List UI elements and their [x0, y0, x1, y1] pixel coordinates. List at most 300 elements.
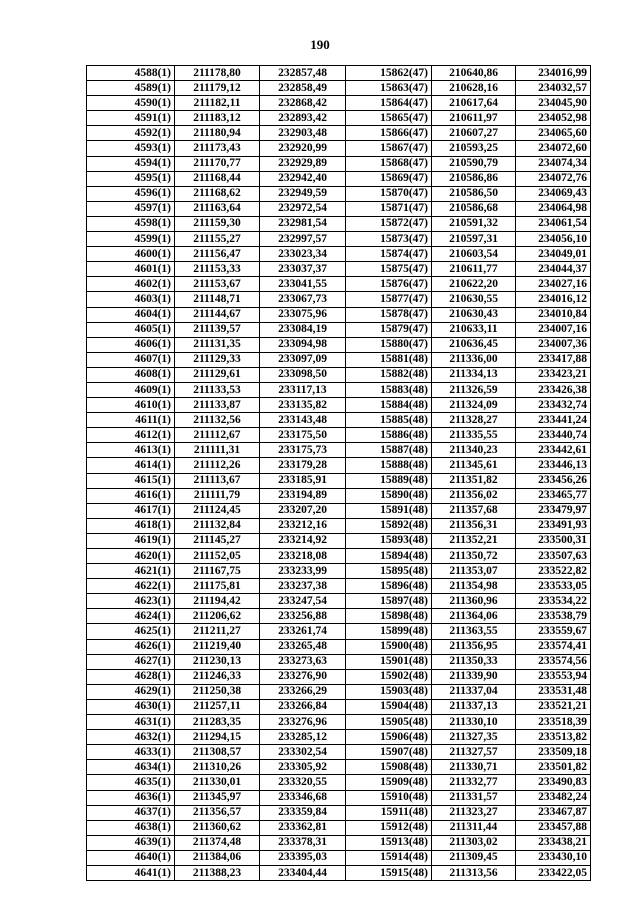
- table-row: [87, 232, 591, 247]
- table-cell: 233531,48: [516, 684, 591, 699]
- table-cell: 211131,35: [175, 337, 260, 352]
- table-cell: 233097,09: [260, 352, 346, 367]
- table-cell: 211345,97: [175, 790, 260, 805]
- table-row: [87, 337, 591, 352]
- table-cell: 233207,20: [260, 503, 346, 518]
- table-cell: 210603,54: [432, 247, 516, 262]
- table-cell: 232920,99: [260, 141, 346, 156]
- table-cell: 4634(1): [87, 760, 175, 775]
- table-cell: 211353,07: [432, 564, 516, 579]
- table-row: [87, 292, 591, 307]
- table-cell: 15878(47): [346, 307, 432, 322]
- table-row: [87, 458, 591, 473]
- table-cell: 4604(1): [87, 307, 175, 322]
- table-cell: 211340,23: [432, 443, 516, 458]
- coordinates-table: [86, 65, 591, 881]
- table-row: [87, 820, 591, 835]
- table-cell: 234056,10: [516, 232, 591, 247]
- table-cell: 15903(48): [346, 684, 432, 699]
- table-cell: 234044,37: [516, 262, 591, 277]
- table-cell: 15913(48): [346, 835, 432, 850]
- table-row: [87, 186, 591, 201]
- table-cell: 15902(48): [346, 669, 432, 684]
- table-cell: 211326,59: [432, 382, 516, 397]
- table-cell: 233084,19: [260, 322, 346, 337]
- table-cell: 211167,75: [175, 564, 260, 579]
- table-cell: 4594(1): [87, 156, 175, 171]
- table-cell: 4599(1): [87, 232, 175, 247]
- table-cell: 234065,60: [516, 126, 591, 141]
- table-cell: 211180,94: [175, 126, 260, 141]
- table-cell: 210597,31: [432, 232, 516, 247]
- table-cell: 15900(48): [346, 639, 432, 654]
- table-row: [87, 790, 591, 805]
- table-row: [87, 428, 591, 443]
- table-cell: 233574,56: [516, 654, 591, 669]
- table-cell: 15894(48): [346, 549, 432, 564]
- table-cell: 15897(48): [346, 594, 432, 609]
- table-row: [87, 775, 591, 790]
- table-cell: 15892(48): [346, 518, 432, 533]
- table-cell: 15876(47): [346, 277, 432, 292]
- table-row: [87, 96, 591, 111]
- table-row: [87, 141, 591, 156]
- table-cell: 15901(48): [346, 654, 432, 669]
- table-cell: 15886(48): [346, 428, 432, 443]
- table-cell: 233276,90: [260, 669, 346, 684]
- table-cell: 210586,86: [432, 171, 516, 186]
- table-row: [87, 247, 591, 262]
- table-row: [87, 307, 591, 322]
- table-row: [87, 398, 591, 413]
- table-cell: 210622,20: [432, 277, 516, 292]
- table-cell: 233438,21: [516, 835, 591, 850]
- table-cell: 232997,57: [260, 232, 346, 247]
- table-cell: 233067,73: [260, 292, 346, 307]
- table-row: [87, 805, 591, 820]
- table-cell: 211328,27: [432, 413, 516, 428]
- table-cell: 233359,84: [260, 805, 346, 820]
- table-cell: 210586,50: [432, 186, 516, 201]
- table-cell: 4639(1): [87, 835, 175, 850]
- table-cell: 211156,47: [175, 247, 260, 262]
- table-cell: 15883(48): [346, 382, 432, 397]
- table-cell: 233430,10: [516, 850, 591, 865]
- table-cell: 234052,98: [516, 111, 591, 126]
- table-cell: 4606(1): [87, 337, 175, 352]
- table-cell: 4593(1): [87, 141, 175, 156]
- table-cell: 233117,13: [260, 382, 346, 397]
- table-cell: 233553,94: [516, 669, 591, 684]
- table-row: [87, 367, 591, 382]
- table-cell: 211351,82: [432, 473, 516, 488]
- table-row: [87, 473, 591, 488]
- table-cell: 15877(47): [346, 292, 432, 307]
- table-cell: 15891(48): [346, 503, 432, 518]
- table-cell: 210640,86: [432, 66, 516, 81]
- table-cell: 233320,55: [260, 775, 346, 790]
- table-cell: 4618(1): [87, 518, 175, 533]
- table-row: [87, 715, 591, 730]
- table-cell: 4605(1): [87, 322, 175, 337]
- table-cell: 15888(48): [346, 458, 432, 473]
- table-cell: 211327,57: [432, 745, 516, 760]
- table-cell: 233456,26: [516, 473, 591, 488]
- table-cell: 233261,74: [260, 624, 346, 639]
- table-cell: 211124,45: [175, 503, 260, 518]
- table-cell: 210628,16: [432, 81, 516, 96]
- table-cell: 211323,27: [432, 805, 516, 820]
- table-cell: 233266,29: [260, 684, 346, 699]
- table-row: [87, 277, 591, 292]
- table-cell: 211168,44: [175, 171, 260, 186]
- table-cell: 233265,48: [260, 639, 346, 654]
- table-cell: 211183,12: [175, 111, 260, 126]
- table-cell: 4608(1): [87, 367, 175, 382]
- table-cell: 211339,90: [432, 669, 516, 684]
- table-cell: 211352,21: [432, 533, 516, 548]
- table-cell: 233442,61: [516, 443, 591, 458]
- table-cell: 233501,82: [516, 760, 591, 775]
- table-cell: 210636,45: [432, 337, 516, 352]
- table-cell: 4597(1): [87, 201, 175, 216]
- table-cell: 4603(1): [87, 292, 175, 307]
- table-cell: 15862(47): [346, 66, 432, 81]
- table-cell: 211360,96: [432, 594, 516, 609]
- table-cell: 4635(1): [87, 775, 175, 790]
- table-cell: 233574,41: [516, 639, 591, 654]
- table-cell: 233457,88: [516, 820, 591, 835]
- table-row: [87, 322, 591, 337]
- table-cell: 211356,02: [432, 488, 516, 503]
- table-cell: 234061,54: [516, 216, 591, 231]
- table-cell: 233135,82: [260, 398, 346, 413]
- table-cell: 15881(48): [346, 352, 432, 367]
- table-cell: 233143,48: [260, 413, 346, 428]
- table-cell: 211144,67: [175, 307, 260, 322]
- table-cell: 4601(1): [87, 262, 175, 277]
- table-row: [87, 352, 591, 367]
- table-cell: 210630,55: [432, 292, 516, 307]
- table-cell: 233378,31: [260, 835, 346, 850]
- table-cell: 211294,15: [175, 730, 260, 745]
- table-cell: 211331,57: [432, 790, 516, 805]
- coordinates-table-body: [87, 66, 591, 881]
- table-cell: 233507,63: [516, 549, 591, 564]
- table-cell: 233491,93: [516, 518, 591, 533]
- table-cell: 211335,55: [432, 428, 516, 443]
- table-cell: 233218,08: [260, 549, 346, 564]
- table-cell: 4617(1): [87, 503, 175, 518]
- table-cell: 4607(1): [87, 352, 175, 367]
- table-cell: 15908(48): [346, 760, 432, 775]
- table-row: [87, 413, 591, 428]
- table-row: [87, 609, 591, 624]
- table-cell: 4633(1): [87, 745, 175, 760]
- table-row: [87, 699, 591, 714]
- table-cell: 15910(48): [346, 790, 432, 805]
- table-cell: 233479,97: [516, 503, 591, 518]
- table-cell: 211363,55: [432, 624, 516, 639]
- table-cell: 233404,44: [260, 865, 346, 880]
- table-cell: 234072,76: [516, 171, 591, 186]
- table-cell: 211132,84: [175, 518, 260, 533]
- table-cell: 232868,42: [260, 96, 346, 111]
- table-row: [87, 382, 591, 397]
- table-cell: 4595(1): [87, 171, 175, 186]
- table-cell: 15872(47): [346, 216, 432, 231]
- table-cell: 4623(1): [87, 594, 175, 609]
- table-row: [87, 66, 591, 81]
- table-cell: 4625(1): [87, 624, 175, 639]
- table-cell: 234045,90: [516, 96, 591, 111]
- table-row: [87, 503, 591, 518]
- table-cell: 233276,96: [260, 715, 346, 730]
- table-cell: 211159,30: [175, 216, 260, 231]
- table-cell: 211356,31: [432, 518, 516, 533]
- table-cell: 210611,77: [432, 262, 516, 277]
- table-cell: 211139,57: [175, 322, 260, 337]
- table-cell: 211230,13: [175, 654, 260, 669]
- table-cell: 211360,62: [175, 820, 260, 835]
- table-cell: 211163,64: [175, 201, 260, 216]
- table-cell: 233037,37: [260, 262, 346, 277]
- table-cell: 15873(47): [346, 232, 432, 247]
- table-cell: 211170,77: [175, 156, 260, 171]
- table-cell: 4628(1): [87, 669, 175, 684]
- table-cell: 4588(1): [87, 66, 175, 81]
- table-cell: 211206,62: [175, 609, 260, 624]
- table-cell: 4596(1): [87, 186, 175, 201]
- table-cell: 211173,43: [175, 141, 260, 156]
- table-row: [87, 760, 591, 775]
- table-cell: 4598(1): [87, 216, 175, 231]
- table-cell: 211350,72: [432, 549, 516, 564]
- table-cell: 4609(1): [87, 382, 175, 397]
- table-cell: 233522,82: [516, 564, 591, 579]
- table-cell: 211155,27: [175, 232, 260, 247]
- table-cell: 211257,11: [175, 699, 260, 714]
- table-cell: 15867(47): [346, 141, 432, 156]
- table-cell: 4630(1): [87, 699, 175, 714]
- table-cell: 4600(1): [87, 247, 175, 262]
- table-cell: 233534,22: [516, 594, 591, 609]
- table-cell: 232972,54: [260, 201, 346, 216]
- table-cell: 233233,99: [260, 564, 346, 579]
- table-cell: 15885(48): [346, 413, 432, 428]
- table-cell: 233212,16: [260, 518, 346, 533]
- table-cell: 233490,83: [516, 775, 591, 790]
- table-cell: 233426,38: [516, 382, 591, 397]
- table-cell: 211336,00: [432, 352, 516, 367]
- table-row: [87, 156, 591, 171]
- table-cell: 4626(1): [87, 639, 175, 654]
- table-cell: 211113,67: [175, 473, 260, 488]
- table-cell: 211350,33: [432, 654, 516, 669]
- table-cell: 233417,88: [516, 352, 591, 367]
- table-row: [87, 533, 591, 548]
- table-cell: 15907(48): [346, 745, 432, 760]
- table-cell: 211309,45: [432, 850, 516, 865]
- table-cell: 211354,98: [432, 579, 516, 594]
- table-cell: 211152,05: [175, 549, 260, 564]
- table-cell: 15864(47): [346, 96, 432, 111]
- table-row: [87, 684, 591, 699]
- table-cell: 233533,05: [516, 579, 591, 594]
- table-cell: 4640(1): [87, 850, 175, 865]
- table-cell: 233273,63: [260, 654, 346, 669]
- table-cell: 233041,55: [260, 277, 346, 292]
- table-cell: 210591,32: [432, 216, 516, 231]
- table-cell: 234072,60: [516, 141, 591, 156]
- table-cell: 4610(1): [87, 398, 175, 413]
- table-cell: 4632(1): [87, 730, 175, 745]
- table-row: [87, 564, 591, 579]
- table-cell: 15869(47): [346, 171, 432, 186]
- table-cell: 233446,13: [516, 458, 591, 473]
- table-cell: 15863(47): [346, 81, 432, 96]
- table-cell: 211112,26: [175, 458, 260, 473]
- table-cell: 4638(1): [87, 820, 175, 835]
- table-cell: 4612(1): [87, 428, 175, 443]
- table-row: [87, 262, 591, 277]
- table-cell: 210590,79: [432, 156, 516, 171]
- table-cell: 233346,68: [260, 790, 346, 805]
- table-cell: 15914(48): [346, 850, 432, 865]
- table-cell: 15889(48): [346, 473, 432, 488]
- table-cell: 210611,97: [432, 111, 516, 126]
- table-cell: 233266,84: [260, 699, 346, 714]
- table-cell: 211374,48: [175, 835, 260, 850]
- table-cell: 211148,71: [175, 292, 260, 307]
- table-cell: 4622(1): [87, 579, 175, 594]
- table-cell: 211246,33: [175, 669, 260, 684]
- table-row: [87, 624, 591, 639]
- table-cell: 233513,82: [516, 730, 591, 745]
- table-cell: 15915(48): [346, 865, 432, 880]
- table-cell: 232893,42: [260, 111, 346, 126]
- table-cell: 211330,10: [432, 715, 516, 730]
- table-cell: 234032,57: [516, 81, 591, 96]
- table-cell: 211211,27: [175, 624, 260, 639]
- table-cell: 211178,80: [175, 66, 260, 81]
- table-cell: 4615(1): [87, 473, 175, 488]
- table-cell: 15899(48): [346, 624, 432, 639]
- table-row: [87, 171, 591, 186]
- table-cell: 233285,12: [260, 730, 346, 745]
- table-cell: 233500,31: [516, 533, 591, 548]
- table-cell: 233509,18: [516, 745, 591, 760]
- table-cell: 15875(47): [346, 262, 432, 277]
- table-cell: 15909(48): [346, 775, 432, 790]
- table-cell: 210586,68: [432, 201, 516, 216]
- table-cell: 233023,34: [260, 247, 346, 262]
- table-cell: 234016,99: [516, 66, 591, 81]
- table-cell: 211330,71: [432, 760, 516, 775]
- table-cell: 233194,89: [260, 488, 346, 503]
- table-cell: 211324,09: [432, 398, 516, 413]
- table-row: [87, 730, 591, 745]
- table-cell: 4629(1): [87, 684, 175, 699]
- table-cell: 234074,34: [516, 156, 591, 171]
- table-cell: 15905(48): [346, 715, 432, 730]
- table-cell: 15884(48): [346, 398, 432, 413]
- table-cell: 233538,79: [516, 609, 591, 624]
- table-row: [87, 201, 591, 216]
- table-cell: 234007,36: [516, 337, 591, 352]
- table-cell: 4620(1): [87, 549, 175, 564]
- table-cell: 211111,31: [175, 443, 260, 458]
- table-cell: 15871(47): [346, 201, 432, 216]
- table-cell: 233075,96: [260, 307, 346, 322]
- table-cell: 211132,56: [175, 413, 260, 428]
- table-cell: 232857,48: [260, 66, 346, 81]
- table-cell: 15879(47): [346, 322, 432, 337]
- table-cell: 211145,27: [175, 533, 260, 548]
- table-cell: 211345,61: [432, 458, 516, 473]
- table-cell: 233175,50: [260, 428, 346, 443]
- table-cell: 211250,38: [175, 684, 260, 699]
- table-cell: 232949,59: [260, 186, 346, 201]
- table-cell: 211283,35: [175, 715, 260, 730]
- table-cell: 4636(1): [87, 790, 175, 805]
- table-cell: 4616(1): [87, 488, 175, 503]
- table-cell: 232858,49: [260, 81, 346, 96]
- table-cell: 233256,88: [260, 609, 346, 624]
- table-cell: 234007,16: [516, 322, 591, 337]
- table-row: [87, 216, 591, 231]
- table-cell: 211313,56: [432, 865, 516, 880]
- table-row: [87, 835, 591, 850]
- table-cell: 232942,40: [260, 171, 346, 186]
- table-cell: 211153,67: [175, 277, 260, 292]
- table-cell: 234064,98: [516, 201, 591, 216]
- table-cell: 4624(1): [87, 609, 175, 624]
- table-cell: 233185,91: [260, 473, 346, 488]
- table-cell: 15887(48): [346, 443, 432, 458]
- table-cell: 4613(1): [87, 443, 175, 458]
- table-cell: 211337,13: [432, 699, 516, 714]
- table-cell: 15896(48): [346, 579, 432, 594]
- table-cell: 4591(1): [87, 111, 175, 126]
- table-cell: 233175,73: [260, 443, 346, 458]
- table-cell: 4611(1): [87, 413, 175, 428]
- table-cell: 210633,11: [432, 322, 516, 337]
- table-cell: 211182,11: [175, 96, 260, 111]
- table-cell: 211364,06: [432, 609, 516, 624]
- table-row: [87, 126, 591, 141]
- table-cell: 234027,16: [516, 277, 591, 292]
- table-cell: 211356,95: [432, 639, 516, 654]
- table-row: [87, 654, 591, 669]
- table-cell: 211332,77: [432, 775, 516, 790]
- table-cell: 4590(1): [87, 96, 175, 111]
- table-cell: 233094,98: [260, 337, 346, 352]
- table-cell: 211388,23: [175, 865, 260, 880]
- table-cell: 211311,44: [432, 820, 516, 835]
- table-row: [87, 549, 591, 564]
- table-cell: 15880(47): [346, 337, 432, 352]
- table-cell: 210617,64: [432, 96, 516, 111]
- table-row: [87, 488, 591, 503]
- table-row: [87, 579, 591, 594]
- table-cell: 211219,40: [175, 639, 260, 654]
- table-row: [87, 745, 591, 760]
- table-cell: 232929,89: [260, 156, 346, 171]
- table-cell: 233214,92: [260, 533, 346, 548]
- table-cell: 233440,74: [516, 428, 591, 443]
- table-cell: 4602(1): [87, 277, 175, 292]
